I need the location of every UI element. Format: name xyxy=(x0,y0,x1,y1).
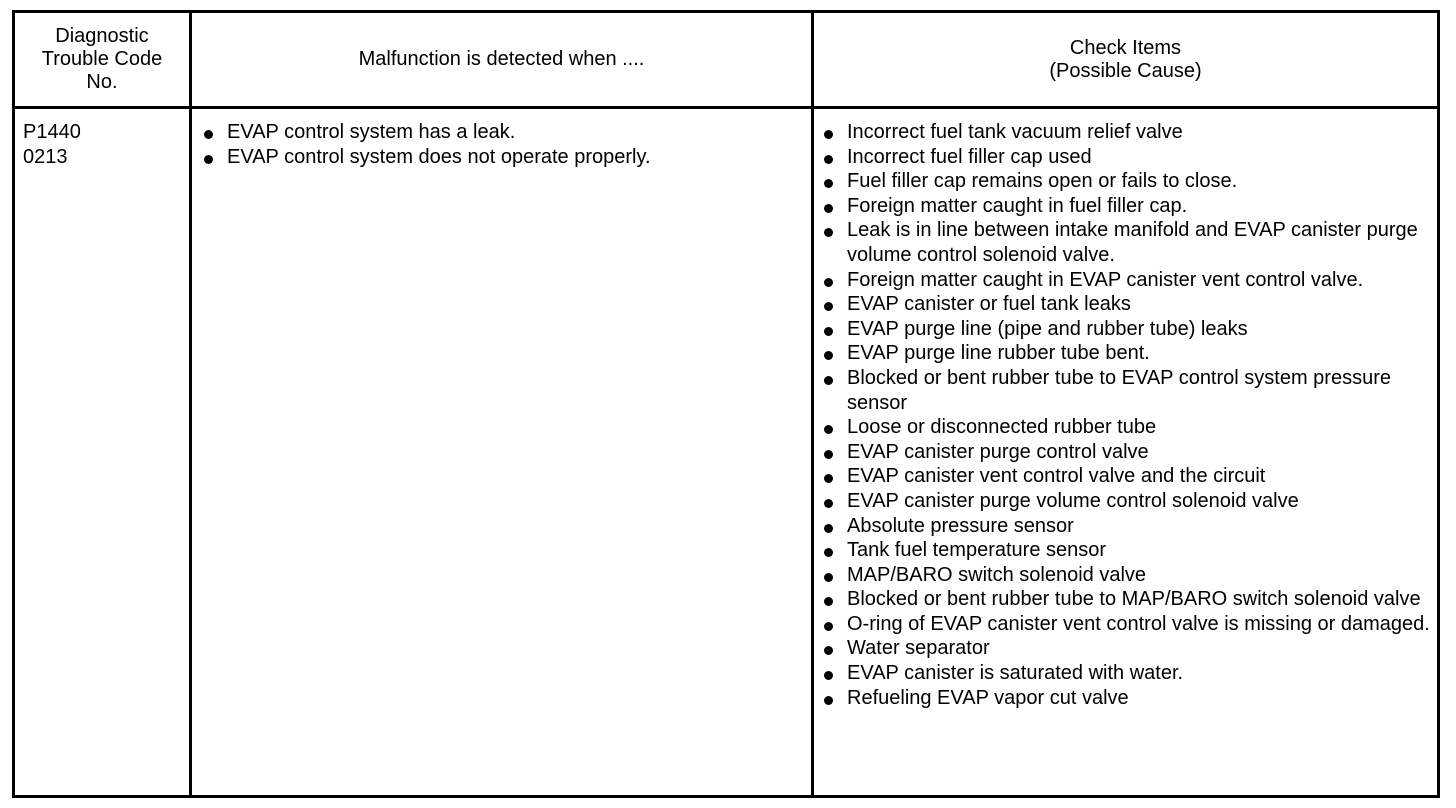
header-malfunction xyxy=(192,13,811,106)
column-divider xyxy=(811,13,814,795)
check-item-text: EVAP canister purge volume control solenoid valve xyxy=(847,489,1299,512)
check-item-text: Refueling EVAP vapor cut valve xyxy=(847,686,1129,709)
column-divider xyxy=(189,13,192,795)
check-item-text: Tank fuel temperature sensor xyxy=(847,539,1107,562)
check-item xyxy=(821,440,1431,465)
bullet-icon xyxy=(824,573,833,582)
bullet-icon xyxy=(824,376,833,385)
header-dtc-no xyxy=(15,13,189,106)
bullet-icon xyxy=(824,499,833,508)
bullet-icon xyxy=(824,548,833,557)
check-item xyxy=(821,268,1431,293)
header-check-items xyxy=(814,13,1437,106)
check-item xyxy=(821,415,1431,440)
check-item-text: Incorrect fuel tank vacuum relief valve xyxy=(847,121,1183,143)
check-item-text: Fuel filler cap remains open or fails to close. xyxy=(847,170,1238,193)
check-item-text: Water separator xyxy=(847,637,990,660)
dtc-code-cell xyxy=(23,120,183,169)
check-item xyxy=(821,169,1431,194)
check-item-text: Incorrect fuel filler cap used xyxy=(847,145,1092,168)
check-item xyxy=(821,218,1431,267)
check-item xyxy=(821,317,1431,342)
bullet-icon xyxy=(824,646,833,655)
bullet-icon xyxy=(824,130,833,139)
header-check-line: Check Items xyxy=(1069,36,1182,59)
bullet-icon xyxy=(824,155,833,164)
check-item xyxy=(821,686,1431,711)
check-item-text: O-ring of EVAP canister vent control valve is missing or damaged. xyxy=(847,612,1430,635)
check-item xyxy=(821,120,1431,145)
malfunction-item xyxy=(201,145,801,170)
check-item-text: Leak is in line between intake manifold and EVAP canister purge volume control solenoid valve. xyxy=(847,219,1418,266)
bullet-icon xyxy=(824,351,833,360)
header-dtc-line: Diagnostic xyxy=(55,25,149,47)
check-item xyxy=(821,661,1431,686)
check-item xyxy=(821,563,1431,588)
bullet-icon xyxy=(824,597,833,606)
check-item-text: Blocked or bent rubber tube to MAP/BARO switch solenoid valve xyxy=(847,588,1421,611)
check-items-list xyxy=(821,120,1431,710)
check-item xyxy=(821,612,1431,637)
bullet-icon xyxy=(824,524,833,533)
bullet-icon xyxy=(824,228,833,237)
bullet-icon xyxy=(824,278,833,287)
check-item xyxy=(821,636,1431,661)
check-item-text: EVAP purge line (pipe and rubber tube) leaks xyxy=(847,317,1248,340)
check-item-text: EVAP canister vent control valve and the circuit xyxy=(847,465,1266,488)
check-item xyxy=(821,514,1431,539)
bullet-icon xyxy=(204,130,213,139)
check-items-cell xyxy=(821,120,1431,710)
check-item-text: Absolute pressure sensor xyxy=(847,514,1074,537)
check-item xyxy=(821,194,1431,219)
bullet-icon xyxy=(824,425,833,434)
bullet-icon xyxy=(824,327,833,336)
check-item xyxy=(821,292,1431,317)
bullet-icon xyxy=(824,302,833,311)
check-item-text: EVAP canister or fuel tank leaks xyxy=(847,293,1131,316)
check-item xyxy=(821,538,1431,563)
bullet-icon xyxy=(824,204,833,213)
dtc-table xyxy=(12,10,1440,798)
check-item-text: Foreign matter caught in fuel filler cap. xyxy=(847,194,1188,217)
check-item-text: EVAP purge line rubber tube bent. xyxy=(847,342,1150,365)
check-item-text: MAP/BARO switch solenoid valve xyxy=(847,563,1147,586)
header-malfunction-label: Malfunction is detected when .... xyxy=(358,48,645,70)
header-check-line: (Possible Cause) xyxy=(1049,59,1202,82)
malfunction-item xyxy=(201,120,801,145)
check-item xyxy=(821,366,1431,415)
check-item xyxy=(821,464,1431,489)
malfunction-list xyxy=(201,120,801,169)
check-item xyxy=(821,489,1431,514)
header-dtc-line: Trouble Code xyxy=(41,48,163,70)
malfunction-cell xyxy=(201,120,801,169)
check-item-text: EVAP canister is saturated with water. xyxy=(847,662,1184,685)
check-item xyxy=(821,587,1431,612)
check-item xyxy=(821,341,1431,366)
bullet-icon xyxy=(824,671,833,680)
check-item-text: Foreign matter caught in EVAP canister vent control valve. xyxy=(847,268,1364,291)
bullet-icon xyxy=(824,179,833,188)
dtc-code: P1440 xyxy=(23,121,81,143)
malfunction-item-text: EVAP control system does not operate properly. xyxy=(227,145,651,168)
bullet-icon xyxy=(824,474,833,483)
bullet-icon xyxy=(824,622,833,631)
bullet-icon xyxy=(204,155,213,164)
check-item-text: Blocked or bent rubber tube to EVAP control system pressure sensor xyxy=(847,366,1391,414)
check-item-text: Loose or disconnected rubber tube xyxy=(847,416,1157,439)
dtc-code: 0213 xyxy=(23,145,68,168)
header-dtc-line: No. xyxy=(86,71,118,93)
malfunction-item-text: EVAP control system has a leak. xyxy=(227,121,516,143)
check-item xyxy=(821,145,1431,170)
bullet-icon xyxy=(824,696,833,705)
bullet-icon xyxy=(824,450,833,459)
check-item-text: EVAP canister purge control valve xyxy=(847,440,1149,463)
